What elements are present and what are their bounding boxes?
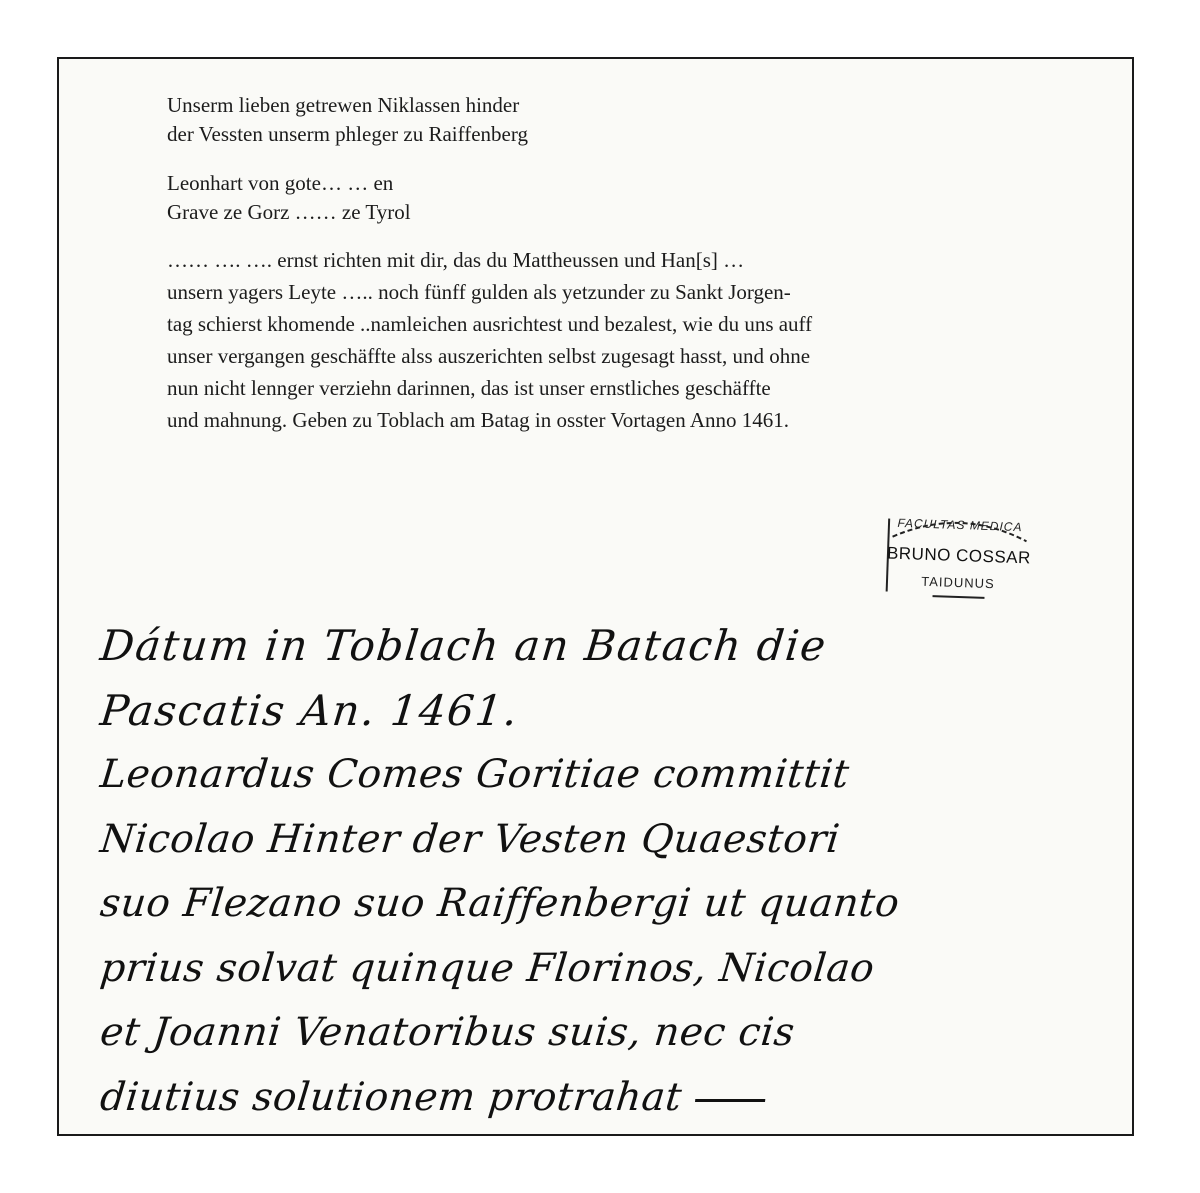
- address-line: der Vessten unserm phleger zu Raiffenberg: [167, 122, 528, 146]
- body-line: und mahnung. Geben zu Toblach am Batag in osster Vortagen Anno 1461.: [167, 408, 790, 432]
- sender-line: Grave ze Gorz …… ze Tyrol: [167, 200, 411, 224]
- handwritten-line: Pascatis An. 1461.: [97, 685, 522, 735]
- handwritten-line: et Joanni Venatoribus suis, nec cis: [98, 1010, 797, 1055]
- sender-block: [167, 169, 1047, 227]
- handwritten-line: Nicolao Hinter der Vesten Quaestori: [98, 816, 842, 862]
- handwritten-latin-text: [97, 614, 1107, 1130]
- handwritten-line: suo Flezano suo Raiffenbergi ut quanto: [98, 881, 902, 926]
- stamp-graphic: [872, 496, 1046, 612]
- body-line: …… …. …. ernst richten mit dir, das du Mattheussen und Han[s] …: [167, 248, 745, 272]
- body-line: tag schierst khomende ..namleichen ausrichtest und bezalest, wie du uns auff: [167, 312, 813, 336]
- body-line: unser vergangen geschäffte alss auszerichten selbst zugesagt hasst, und ohne: [167, 344, 811, 368]
- letter-body: [167, 244, 1047, 436]
- address-block: [167, 91, 1047, 149]
- address-line: Unserm lieben getrewen Niklassen hinder: [167, 93, 520, 117]
- document-page: [57, 57, 1134, 1136]
- sender-line: Leonhart von gote… … en: [167, 171, 394, 195]
- body-line: unsern yagers Leyte ….. noch fünff gulden als yetzunder zu Sankt Jorgen-: [167, 280, 791, 304]
- body-line: nun nicht lennger verziehn darinnen, das ist unser ernstliches geschäffte: [167, 376, 771, 400]
- closing-dash: [695, 1098, 765, 1101]
- handwritten-line: Dátum in Toblach an Batach die: [97, 621, 830, 670]
- printed-transcription: [167, 91, 1047, 436]
- library-stamp: [872, 496, 1046, 612]
- handwritten-line-text: diutius solutionem protrahat: [98, 1074, 685, 1120]
- handwritten-line: prius solvat quinque Florinos, Nicolao: [98, 945, 877, 991]
- stamp-line-1: FACULTAS MEDICA: [897, 515, 1023, 535]
- handwritten-final-line: [97, 1066, 1114, 1131]
- stamp-line-2: BRUNO COSSAR: [886, 543, 1032, 568]
- stamp-line-3: TAIDUNUS: [921, 573, 995, 592]
- handwritten-line: Leonardus Comes Goritiae committit: [98, 752, 852, 797]
